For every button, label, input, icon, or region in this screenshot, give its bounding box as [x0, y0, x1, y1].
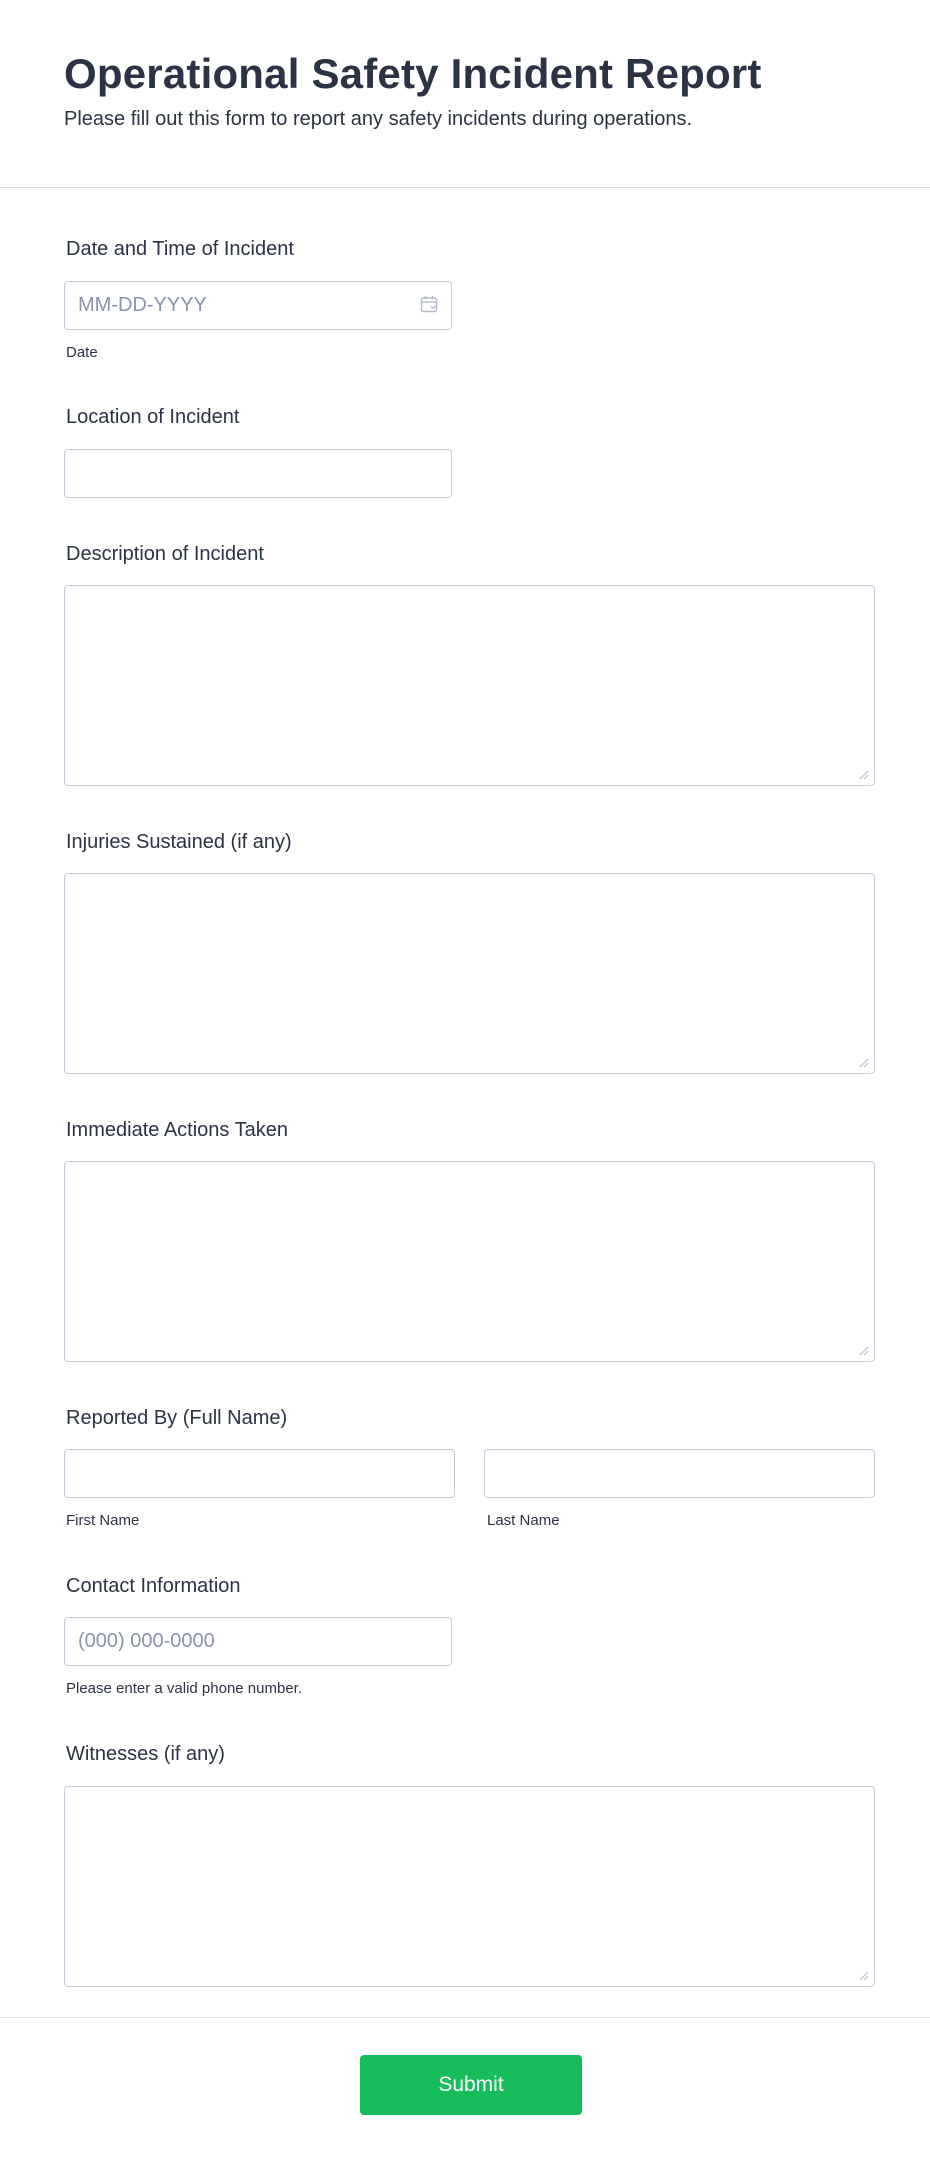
witnesses-textarea[interactable]	[64, 1786, 875, 1987]
resize-grip-icon[interactable]	[859, 770, 869, 780]
page-title: Operational Safety Incident Report	[64, 50, 762, 97]
description-label: Description of Incident	[66, 543, 264, 565]
first-name-sublabel: First Name	[66, 1512, 140, 1529]
date-input[interactable]	[64, 281, 452, 330]
date-time-label: Date and Time of Incident	[66, 238, 294, 260]
date-sublabel: Date	[66, 344, 98, 361]
resize-grip-icon[interactable]	[859, 1971, 869, 1981]
page-subtitle: Please fill out this form to report any safety incidents during operations.	[64, 108, 693, 130]
witnesses-label: Witnesses (if any)	[66, 1743, 225, 1765]
description-textarea[interactable]	[64, 585, 875, 786]
submit-button[interactable]: Submit	[360, 2055, 582, 2115]
last-name-input[interactable]	[484, 1449, 875, 1498]
actions-textarea[interactable]	[64, 1161, 875, 1362]
form-header	[0, 0, 930, 188]
injuries-label: Injuries Sustained (if any)	[66, 831, 292, 853]
reported-by-label: Reported By (Full Name)	[66, 1407, 288, 1429]
phone-sublabel: Please enter a valid phone number.	[66, 1680, 302, 1697]
resize-grip-icon[interactable]	[859, 1058, 869, 1068]
footer-divider	[0, 2017, 930, 2018]
first-name-input[interactable]	[64, 1449, 455, 1498]
actions-label: Immediate Actions Taken	[66, 1119, 288, 1141]
resize-grip-icon[interactable]	[859, 1346, 869, 1356]
injuries-textarea[interactable]	[64, 873, 875, 1074]
location-input[interactable]	[64, 449, 452, 498]
phone-input[interactable]	[64, 1617, 452, 1666]
contact-label: Contact Information	[66, 1575, 241, 1597]
last-name-sublabel: Last Name	[487, 1512, 560, 1529]
calendar-icon[interactable]	[420, 295, 438, 313]
location-label: Location of Incident	[66, 406, 240, 428]
